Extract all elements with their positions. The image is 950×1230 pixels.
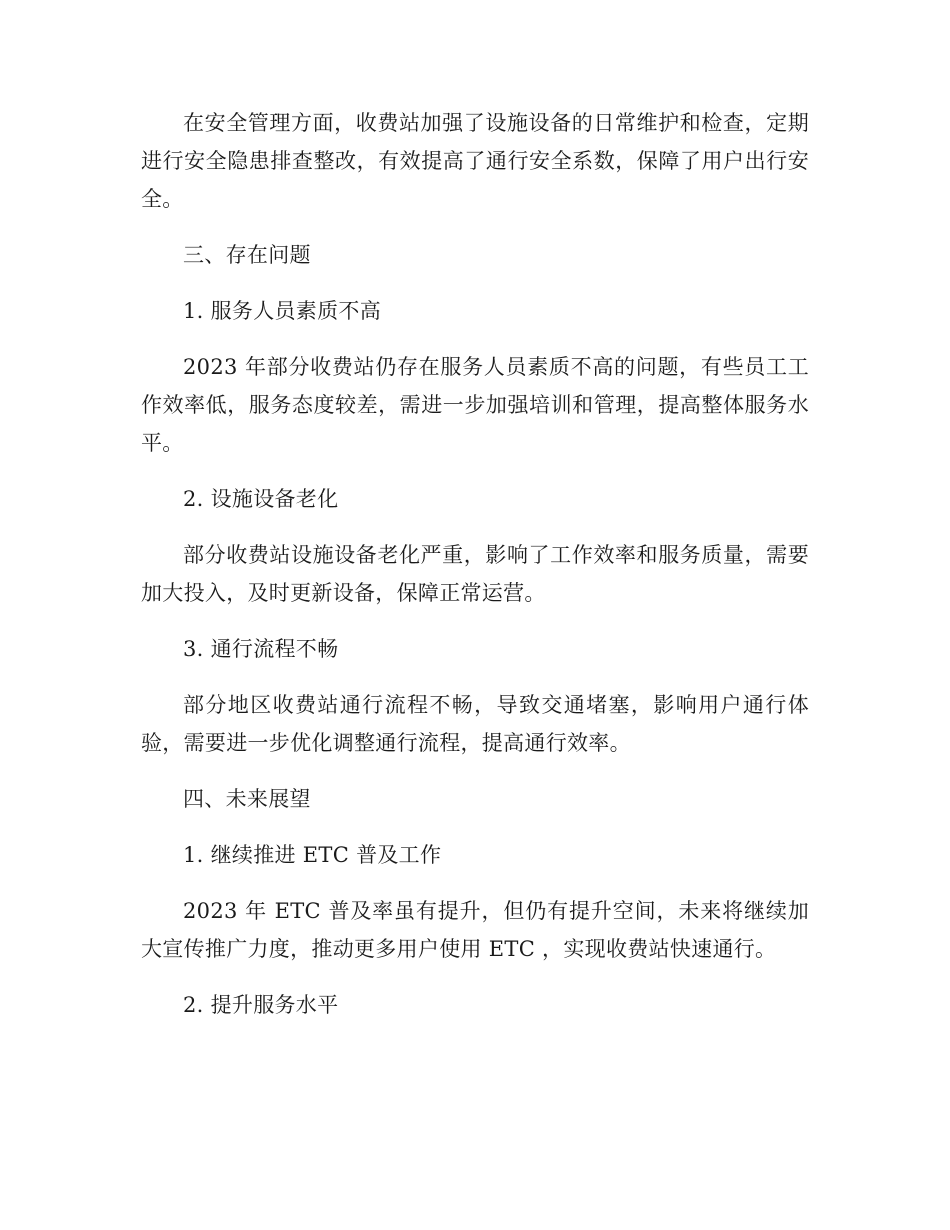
document-body bbox=[141, 104, 809, 1042]
section-heading-existing-problems: 三、存在问题 bbox=[183, 243, 311, 267]
subheading-equipment-aging: 2. 设施设备老化 bbox=[183, 487, 339, 511]
subheading-staff-quality: 1. 服务人员素质不高 bbox=[183, 299, 382, 323]
paragraph-etc-promotion: 2023 年 ETC 普及率虽有提升，但仍有提升空间，未来将继续加大宣传推广力度，推动更多用户使用 ETC ，实现收费站快速通行。 bbox=[141, 899, 809, 961]
subheading-etc-promotion: 1. 继续推进 ETC 普及工作 bbox=[183, 843, 442, 867]
paragraph-staff-quality: 2023 年部分收费站仍存在服务人员素质不高的问题，有些员工工作效率低，服务态度较差，需进一步加强培训和管理，提高整体服务水平。 bbox=[141, 355, 809, 455]
section-heading-future-outlook: 四、未来展望 bbox=[183, 787, 311, 811]
subheading-service-level: 2. 提升服务水平 bbox=[183, 993, 339, 1017]
paragraph-safety-management: 在安全管理方面，收费站加强了设施设备的日常维护和检查，定期进行安全隐患排查整改，有效提高了通行安全系数，保障了用户出行安全。 bbox=[141, 111, 809, 211]
subheading-traffic-flow: 3. 通行流程不畅 bbox=[183, 637, 339, 661]
paragraph-equipment-aging: 部分收费站设施设备老化严重，影响了工作效率和服务质量，需要加大投入，及时更新设备，保障正常运营。 bbox=[141, 543, 809, 605]
paragraph-traffic-flow: 部分地区收费站通行流程不畅，导致交通堵塞，影响用户通行体验，需要进一步优化调整通行流程，提高通行效率。 bbox=[141, 693, 809, 755]
